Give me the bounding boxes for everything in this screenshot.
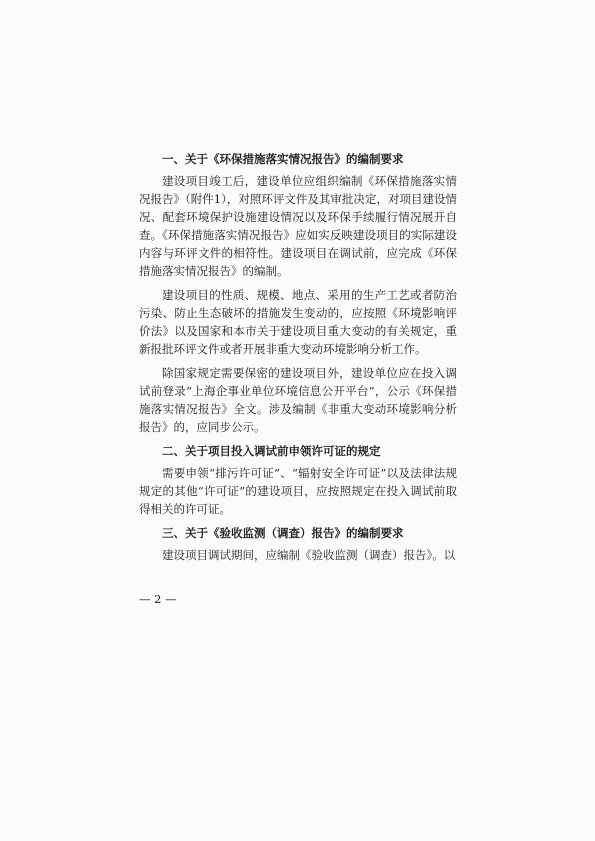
paragraph: 建设项目调试期间，应编制《验收监测（调查）报告》。以 [162,548,456,562]
page-number: — 2 — [139,592,177,606]
section-2 [139,442,457,518]
section-heading: 二、关于项目投入调试前申领许可证的规定 [162,444,381,458]
section-3 [139,524,457,564]
paragraph: 建设项目的性质、规模、地点、采用的生产工艺或者防治污染、防止生态破坏的措施发生变动的，应按照《环境影响评价法》以及国家和本市关于建设项目重大变动的有关规定，重新报批环评文件或者开展非重大变动环境影响分析工作。 [139,288,457,356]
section-heading: 一、关于《环保措施落实情况报告》的编制要求 [162,152,404,166]
paragraph: 除国家规定需要保密的建设项目外，建设单位应在投入调试前登录“上海企事业单位环境信息公开平台”，公示《环保措施落实情况报告》全文。涉及编制《非重大变动环境影响分析报告》的，应同步公示。 [139,366,457,434]
paragraph: 建设项目竣工后，建设单位应组织编制《环保措施落实情况报告》（附件1），对照环评文件及其审批决定，对项目建设情况、配套环境保护设施建设情况以及环保手续履行情况展开自查。《环保措施落实情况报告》应如实反映建设项目的实际建设内容与环评文件的相符性。建设项目在调试前，应完成《环保措施落实情况报告》的编制。 [139,174,457,278]
paragraph: 需要申领“排污许可证”、“辐射安全许可证”以及法律法规规定的其他“许可证”的建设项目，应按照规定在投入调试前取得相关的许可证。 [139,466,457,516]
document-body [139,150,457,570]
section-1 [139,150,457,436]
section-heading: 三、关于《验收监测（调查）报告》的编制要求 [162,526,404,540]
